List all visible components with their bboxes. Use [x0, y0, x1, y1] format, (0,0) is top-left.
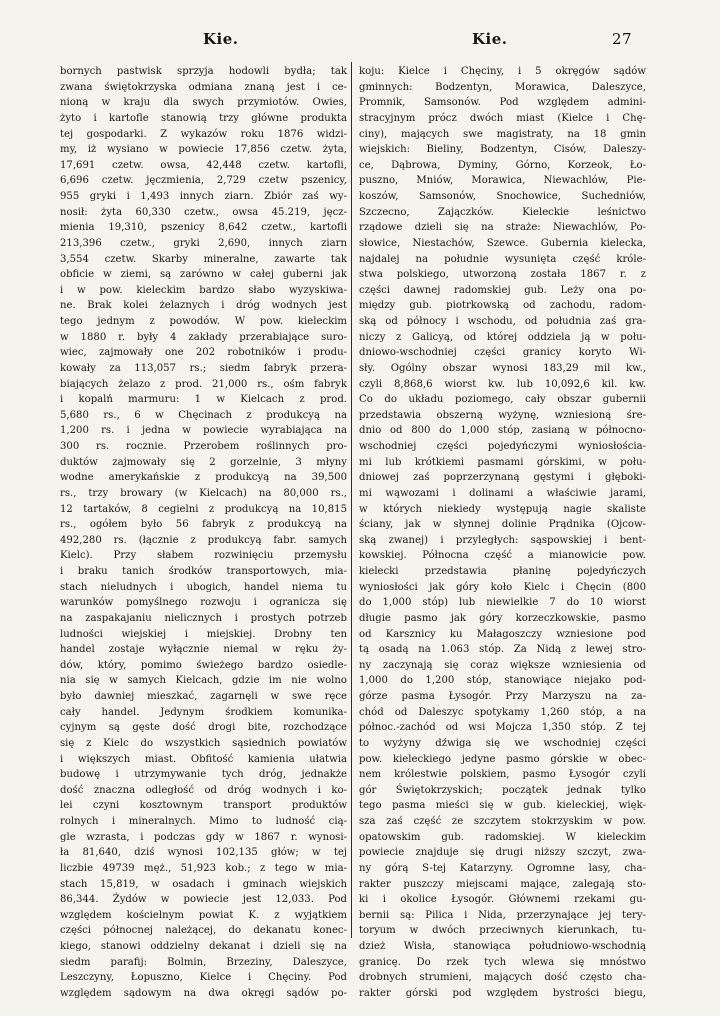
- text-line: względem sądowym na dwa okręgi sądów po-: [60, 987, 347, 999]
- text-line: ny górą S-tej Katarzyny. Ogromne lasy, cha-: [359, 862, 646, 874]
- text-line: Szczecno, Zajączków. Kieleckie leśnictwo: [359, 206, 646, 218]
- text-line: 5,680 rs., 6 w Chęcinach z produkcyą na: [60, 409, 347, 421]
- text-line: północ.-zachód od wsi Mojcza 1,350 stóp. Z tej: [359, 722, 646, 734]
- text-line: do 1,000 stóp) lub niewielkie 7 do 10 wiorst: [359, 597, 646, 609]
- text-line: na zaspakajaniu nielicznych i prostych potrzeb: [60, 612, 347, 624]
- text-line: w 1880 r. były 4 zakłady przerabiające suro-: [60, 331, 347, 343]
- text-line: Co do układu poziomego, cały obszar gubernii: [359, 394, 646, 406]
- text-line: stwa polskiego, utworzoną została 1867 r. z: [359, 269, 646, 281]
- text-line: rakter puszczy miejscami mające, zalegają sto-: [359, 878, 646, 890]
- text-line: się z Kielc do wszystkich sąsiednich powiatów: [60, 737, 347, 749]
- text-line: wodne amerykańskie z produkcyą na 39,500: [60, 472, 347, 484]
- text-line: stracyjnym prócz dwóch miast (Kielce i Chę-: [359, 112, 646, 124]
- text-line: ła 81,640, dziś wynosi 102,135 głów; w tej: [60, 847, 347, 859]
- text-line: tą osadą na 1.063 stóp. Za Nidą z lewej stro-: [359, 644, 646, 656]
- text-line: liczbie 49739 męż., 51,923 kob.; z tego w mia-: [60, 862, 347, 874]
- text-line: najdalej na południe wysunięta część króle-: [359, 253, 646, 265]
- text-line: od Karsznicy ku Małagoszczy wzniesione pod: [359, 628, 646, 640]
- text-line: cyjnym są gęste dość drogi bite, rozchodzące: [60, 722, 347, 734]
- text-line: ciny), mających swe magistraty, na 18 gmin: [359, 128, 646, 140]
- text-line: obficie w ziemi, są zarówno w całej guberni jak: [60, 269, 347, 281]
- text-line: gór Świętokrzyskich; początek jednak tylko: [359, 784, 646, 796]
- text-line: wschodniej części pojedyńczymi wyniosłościa-: [359, 441, 646, 452]
- text-line: i w pow. kieleckim bardzo słabo wyzyskiwa-: [60, 284, 347, 296]
- text-line: dniowej zaś poprzerzynaną gęstymi i głęboki-: [359, 472, 646, 484]
- text-line: nia się w samych Kielcach, gdzie im nie wolno: [60, 675, 347, 687]
- text-line: 213,396 czetw., gryki 2,690, innych ziarn: [60, 237, 347, 249]
- text-line: rs., trzy browary (w Kielcach) na 80,000 rs.,: [60, 487, 347, 499]
- text-line: stach 15,819, w osadach i gminach wiejskich: [60, 878, 347, 890]
- running-head-right: Kie.: [472, 30, 508, 48]
- text-line: powiecie znajduje się drugi niższy szczyt, zwa-: [359, 847, 646, 859]
- text-line: było dawniej mieszkać, zagarnęli w swe ręce: [60, 691, 347, 702]
- text-line: Promnik, Samsonów. Pod względem admini-: [359, 97, 646, 109]
- text-line: ludności wiejskiej i miejskiej. Drobny ten: [60, 628, 347, 640]
- text-line: duktów zajmowały się 2 gorzelnie, 3 młyny: [60, 456, 347, 468]
- text-line: 12 tartaków, 8 cegielni z produkcyą na 10,815: [60, 503, 347, 515]
- text-line: nem królestwie polskiem, pasmo Łysogór czyli: [359, 769, 646, 781]
- text-line: mi lub krótkiemi pasmami górskimi, w połu-: [359, 456, 646, 468]
- text-line: gminnych: Bodzentyn, Morawica, Daleszyce,: [359, 81, 646, 93]
- text-line: chód od Daleszyc spotykamy 1,260 stóp, a na: [359, 706, 646, 718]
- text-line: i większych miast. Obfitość kamienia ułatwia: [60, 753, 347, 765]
- text-line: kielecki przedstawia płaninę pojedyńczych: [359, 566, 646, 577]
- text-line: dzież Wisła, stanowiąca południowo-wschodnią: [359, 941, 646, 952]
- text-line: ce, Dąbrowa, Dyminy, Górno, Korzeok, Ło-: [359, 159, 646, 171]
- text-line: puszno, Mniów, Morawica, Niewachlów, Pie-: [359, 175, 646, 187]
- text-line: długie pasmo jak góry korzeczkowskie, pasmo: [359, 612, 646, 624]
- text-line: nosił: żyta 60,330 czetw., owsa 45.219, jęcz-: [60, 206, 347, 218]
- text-line: tej gospodarki. Z wykazów roku 1876 widzi-: [60, 128, 347, 140]
- text-line: koszów, Samsonów, Snochowice, Suchedniów,: [359, 191, 646, 202]
- text-line: rs., ogółem było 56 fabryk z produkcyą na: [60, 519, 347, 531]
- text-line: nioną w kraju dla swych przymiotów. Owies,: [60, 97, 347, 109]
- text-line: mienia 19,310, pszenicy 8,642 czetw., kartofli: [60, 222, 347, 234]
- text-line: ny zaczynają się coraz większe wzniesienia od: [359, 659, 646, 671]
- text-line: części dawnej radomskiej gub. Leży ona po-: [359, 284, 646, 296]
- text-line: ki i okolice Łysogór. Głównemi rzekami gu-: [359, 894, 646, 906]
- text-line: dów, który, pomimo świeżego bardzo osiedle-: [60, 659, 347, 671]
- text-column-left: [60, 64, 347, 999]
- text-line: wiejskich: Bieliny, Bodzentyn, Cisów, Daleszy-: [359, 144, 646, 156]
- text-line: górze pasma Łysogór. Przy Marzyszu na za-: [359, 691, 646, 702]
- text-line: mi wąwozami i dolinami a właściwie jarami,: [359, 487, 646, 499]
- text-line: bernii są: Pilica i Nida, przerzynające jej tery-: [359, 909, 646, 921]
- text-line: pow. kieleckiego jedyne pasmo górskie w obec-: [359, 753, 646, 765]
- text-line: wyniosłości jak góry koło Kielc i Chęcin (800: [359, 581, 646, 593]
- text-line: cały handel. Jedynym środkiem komunika-: [60, 706, 347, 718]
- text-line: my, iż wysiano w powiecie 17,856 czetw. żyta,: [60, 144, 347, 156]
- text-line: handel zostaje wyłącznie niemal w ręku ży-: [60, 644, 347, 656]
- text-line: niczy z Galicyą, od której oddziela ją w połu-: [359, 331, 646, 343]
- text-line: gle wzrasta, i podczas gdy w 1867 r. wynosi-: [60, 831, 347, 843]
- text-line: dniowo-wschodniej części granicy koryto Wi-: [359, 347, 646, 359]
- text-line: bornych pastwisk sprzyja hodowli bydła; tak: [60, 66, 347, 77]
- text-line: żyto i kartofle stanowią trzy główne produkta: [60, 112, 347, 124]
- text-line: przedstawia obszerną wyżynę, wzniesioną śre-: [359, 409, 646, 421]
- text-line: zwana świętokrzyska odmiana znaną jest i ce-: [60, 81, 347, 93]
- text-line: tego pasma mieści się w gub. kieleckiej, więk-: [359, 800, 646, 812]
- text-line: między gub. piotrkowską od zachodu, radom-: [359, 300, 646, 312]
- running-head-left: Kie.: [203, 30, 239, 48]
- text-line: kowały za 113,057 rs.; siedm fabryk przera-: [60, 362, 347, 374]
- text-line: 492,280 rs. (łącznie z produkcyą fabr. samych: [60, 534, 347, 546]
- text-line: ską zwanej) i przyległych: sąspowskiej i bent-: [359, 534, 646, 546]
- text-line: to wyżyny dźwiga się we wschodniej części: [359, 737, 646, 749]
- text-line: sza zaś część ze szczytem stokrzyskim w pow.: [359, 816, 646, 827]
- text-line: 86,344. Żydów w powiecie jest 12,033. Pod: [60, 894, 347, 906]
- text-line: koju: Kielce i Chęciny, i 5 okręgów sądów: [359, 66, 646, 77]
- text-line: czyli 8,868,6 wiorst kw. lub 10,092,6 kil. kw.: [359, 378, 646, 390]
- text-line: 1,200 rs. i jedna w powiecie wyrabiająca na: [60, 425, 347, 437]
- text-line: warunków pomyślnego rozwoju i ogranicza się: [60, 597, 347, 609]
- text-line: względem kościelnym powiat K. z wyjątkiem: [60, 909, 347, 921]
- text-line: budowę i utrzymywanie tych dróg, jednakże: [60, 769, 347, 781]
- text-line: słowice, Niestachów, Szewce. Gubernia kielecka,: [359, 237, 646, 249]
- text-line: rolnych i mineralnych. Mimo to ludność cią-: [60, 816, 347, 827]
- text-column-right: [359, 64, 646, 999]
- text-line: ską od północy i wschodu, od południa zaś gra-: [359, 316, 646, 327]
- text-line: sły. Ogólny obszar wynosi 183,29 mil kw.,: [359, 362, 646, 374]
- text-line: toryum w dwóch przeciwnych kierunkach, tu-: [359, 925, 646, 937]
- text-line: lei czyni kosztownym transport produktów: [60, 800, 347, 812]
- text-line: kiego, stanowi oddzielny dekanat i dzieli się na: [60, 941, 347, 952]
- text-line: rakter górski pod względem bystrości biegu,: [359, 987, 646, 999]
- text-line: tego jednym z powodów. W pow. kieleckim: [60, 316, 347, 327]
- text-line: wiec, zajmowały one 202 robotników i produ-: [60, 347, 347, 359]
- text-line: rządowe dzieli się na straże: Niewachlów, Po-: [359, 222, 646, 234]
- page-number: 27: [612, 30, 633, 48]
- text-line: siedm parafij: Bolmin, Brzeziny, Daleszyce,: [60, 956, 347, 968]
- text-line: kowskiej. Północna część a mianowicie pow.: [359, 550, 646, 562]
- text-line: stach nieludnych i ubogich, handel niema tu: [60, 581, 347, 593]
- text-line: opatowskim gub. radomskiej. W kieleckim: [359, 831, 646, 843]
- text-line: drobnych strumieni, mających dość często cha-: [359, 972, 646, 984]
- column-divider: [351, 62, 352, 938]
- text-line: 955 gryki i 1,493 innych ziarn. Zbiór zaś wy-: [60, 191, 347, 202]
- text-line: 300 rs. rocznie. Przerobem roślinnych pro-: [60, 441, 347, 452]
- text-line: Leszczyny, Łopuszno, Kielce i Chęciny. Pod: [60, 972, 347, 984]
- text-line: 6,696 czetw. jęczmienia, 2,729 czetw pszenicy,: [60, 175, 347, 187]
- text-line: w których niekiedy występują nagie skaliste: [359, 503, 646, 515]
- text-line: ne. Brak kolei żelaznych i dróg wodnych jest: [60, 300, 347, 312]
- text-line: 1,000 do 1,200 stóp, stanowiące niejako pod-: [359, 675, 646, 687]
- text-line: części północnej należącej, do dekanatu konec-: [60, 925, 347, 937]
- text-line: 17,691 czetw. owsa, 42,448 czetw. kartofli,: [60, 159, 347, 171]
- text-line: 3,554 czetw. Skarby mineralne, zawarte tak: [60, 253, 347, 265]
- text-line: ściany, jak w słynnej dolinie Prądnika (Ojcow-: [359, 519, 646, 531]
- text-line: i kopalń marmuru: 1 w Kielcach z prod.: [60, 394, 347, 406]
- text-line: biających żelazo z prod. 21,000 rs., ośm fabryk: [60, 378, 347, 390]
- text-line: granicę. Do rzek tych wlewa się mnóstwo: [359, 956, 646, 968]
- text-line: dość znaczna odległość od dróg wodnych i ko-: [60, 784, 347, 796]
- text-line: dnio od 800 do 1,000 stóp, zasianą w północno-: [359, 425, 646, 437]
- text-line: i braku tanich środków transportowych, mia-: [60, 566, 347, 577]
- text-line: Kielc). Przy słabem rozwinięciu przemysłu: [60, 550, 347, 562]
